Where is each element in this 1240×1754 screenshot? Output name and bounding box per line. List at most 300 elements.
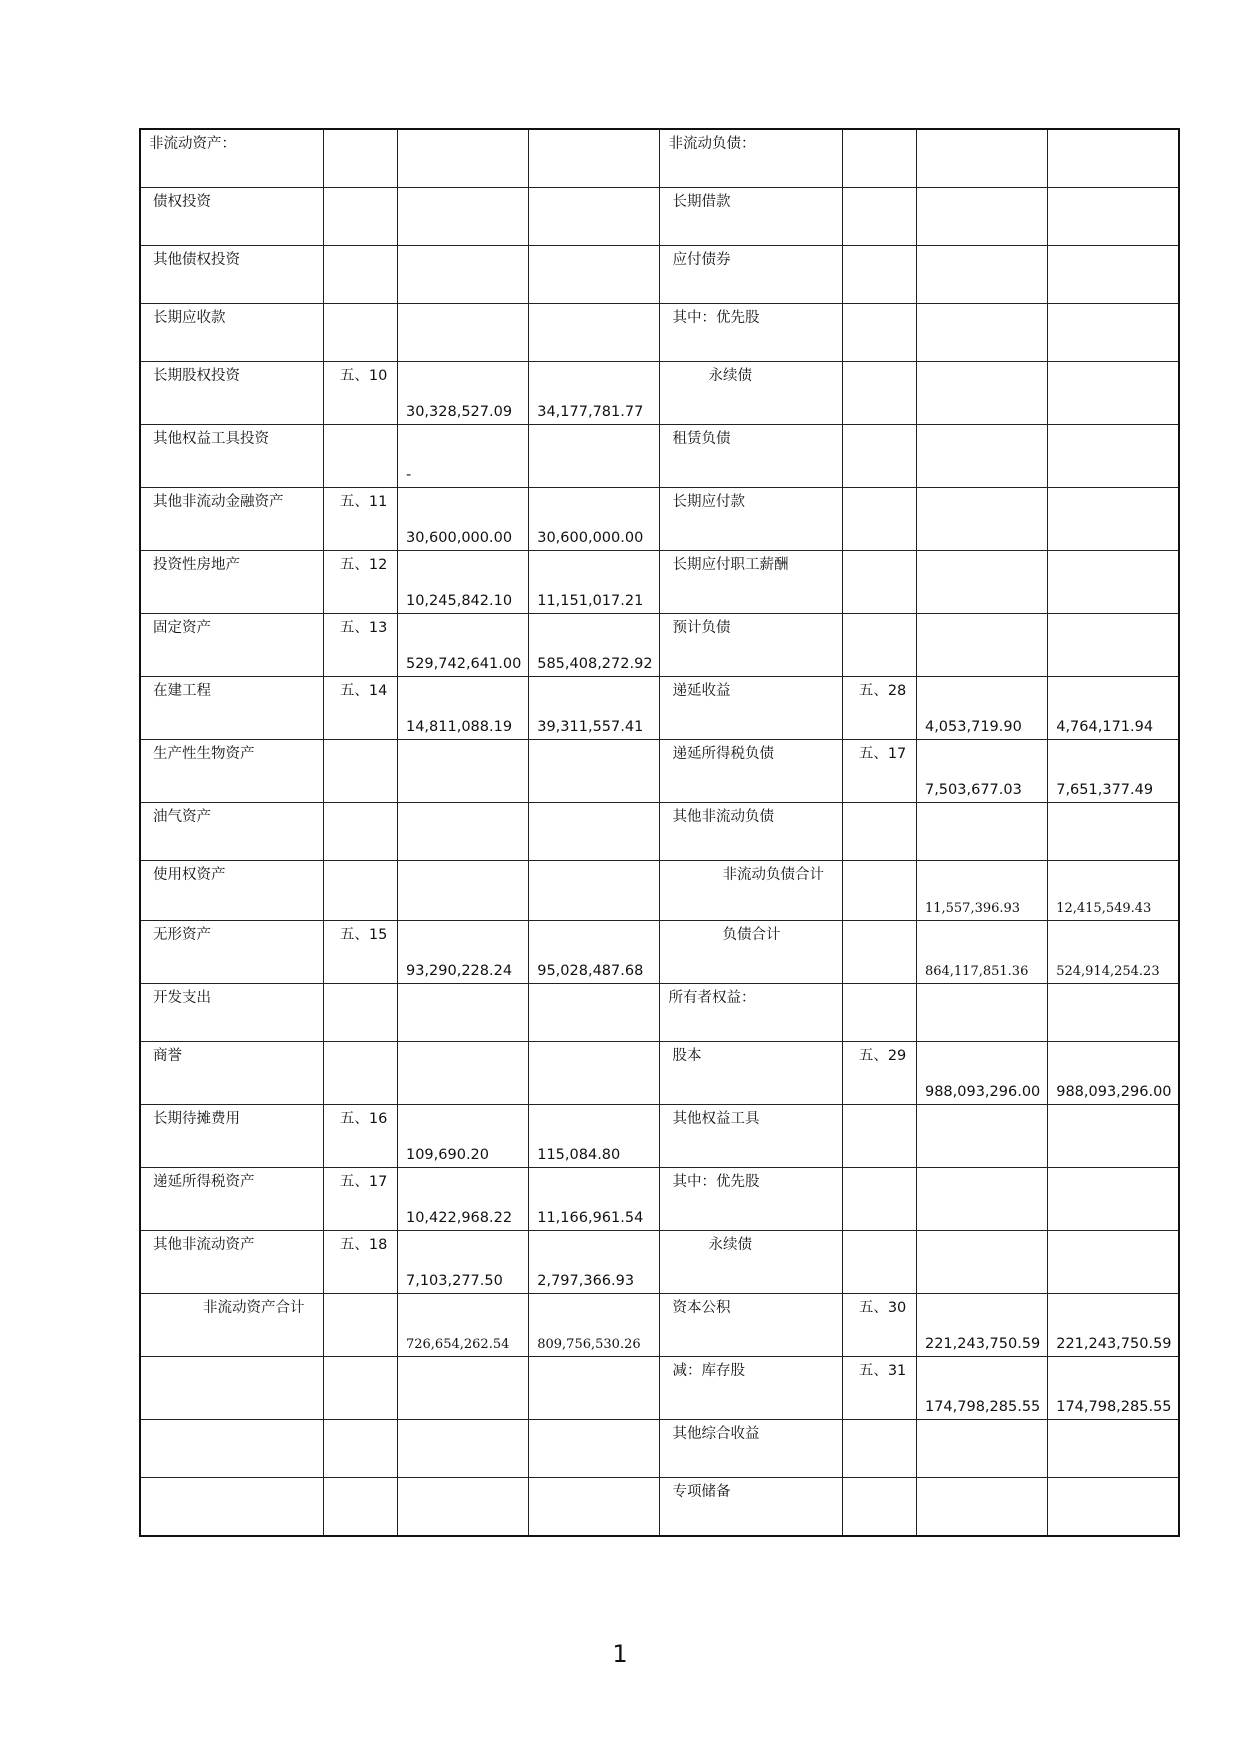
table-cell [140, 304, 323, 362]
asset-label: 递延所得税资产 [153, 1174, 255, 1190]
liability-current-value: 4,053,719.90 [924, 719, 1022, 735]
table-row [140, 1042, 1179, 1105]
table-cell [916, 614, 1047, 677]
table-cell [397, 246, 528, 304]
table-cell [660, 129, 842, 188]
asset-note [324, 304, 397, 309]
table-cell [660, 188, 842, 246]
table-row [140, 246, 1179, 304]
table-row [140, 803, 1179, 861]
table-cell [842, 425, 916, 488]
table-cell [916, 1168, 1047, 1231]
liability-note [843, 1105, 916, 1110]
table-cell [140, 1231, 323, 1294]
table-cell [842, 1105, 916, 1168]
liability-note [843, 304, 916, 309]
asset-current-value: 93,290,228.24 [405, 963, 513, 979]
table-cell [916, 677, 1047, 740]
table-row [140, 1357, 1179, 1420]
table-cell [660, 677, 842, 740]
table-cell [323, 1357, 397, 1420]
table-cell [842, 1294, 916, 1357]
table-cell [916, 304, 1047, 362]
table-cell [397, 425, 528, 488]
table-cell [842, 188, 916, 246]
table-row [140, 1294, 1179, 1357]
asset-label [141, 1420, 323, 1425]
table-cell [660, 1420, 842, 1478]
table-cell [529, 921, 660, 984]
liability-prior-value: 221,243,750.59 [1056, 1336, 1172, 1352]
table-cell [842, 803, 916, 861]
asset-label: 其他债权投资 [153, 252, 240, 268]
table-cell [140, 1420, 323, 1478]
asset-current-value: 10,245,842.10 [405, 593, 513, 609]
table-cell [842, 362, 916, 425]
asset-prior-value: 11,151,017.21 [537, 593, 644, 609]
table-cell [140, 614, 323, 677]
table-cell [660, 1105, 842, 1168]
table-cell [529, 1105, 660, 1168]
table-row [140, 1478, 1179, 1537]
table-cell [1048, 1105, 1179, 1168]
liability-note [843, 188, 916, 193]
table-cell [140, 551, 323, 614]
asset-note [324, 1294, 397, 1299]
asset-current-value: 726,654,262.54 [405, 1337, 510, 1352]
table-cell [140, 1168, 323, 1231]
asset-current-value: - [405, 467, 412, 483]
asset-note [324, 130, 397, 135]
table-cell [1048, 614, 1179, 677]
table-cell [140, 1478, 323, 1537]
asset-note [324, 1420, 397, 1425]
table-cell [1048, 740, 1179, 803]
table-cell [140, 861, 323, 921]
asset-note [324, 1357, 397, 1362]
table-row [140, 1105, 1179, 1168]
liability-label: 递延收益 [672, 683, 731, 699]
liability-label: 递延所得税负债 [672, 746, 774, 762]
balance-sheet-table [139, 128, 1180, 1537]
liability-prior-value: 988,093,296.00 [1056, 1084, 1172, 1100]
table-cell [323, 304, 397, 362]
liability-label: 永续债 [708, 368, 752, 384]
liability-prior-value: 7,651,377.49 [1056, 782, 1154, 798]
table-cell [1048, 984, 1179, 1042]
table-cell [323, 188, 397, 246]
asset-note [324, 803, 397, 808]
liability-prior-value: 12,415,549.43 [1056, 901, 1152, 916]
liability-note [843, 551, 916, 556]
balance-sheet [139, 128, 1180, 1537]
liability-label: 非流动负债： [668, 136, 756, 152]
asset-note: 五、15 [339, 927, 388, 943]
asset-prior-value: 115,084.80 [537, 1147, 621, 1163]
table-cell [397, 1168, 528, 1231]
table-cell [323, 1042, 397, 1105]
table-cell [842, 1168, 916, 1231]
table-cell [916, 551, 1047, 614]
table-cell [1048, 129, 1179, 188]
asset-note [324, 861, 397, 866]
liability-current-value: 174,798,285.55 [924, 1399, 1041, 1415]
table-row [140, 551, 1179, 614]
table-cell [842, 740, 916, 803]
table-cell [916, 188, 1047, 246]
table-cell [1048, 677, 1179, 740]
table-cell [660, 984, 842, 1042]
liability-prior-value: 4,764,171.94 [1056, 719, 1154, 735]
table-cell [323, 1478, 397, 1537]
table-cell [397, 1042, 528, 1105]
asset-label: 其他权益工具投资 [153, 431, 269, 447]
table-cell [323, 803, 397, 861]
table-cell [1048, 1231, 1179, 1294]
asset-note: 五、10 [339, 368, 388, 384]
liability-label: 长期借款 [672, 194, 731, 210]
table-cell [529, 1420, 660, 1478]
table-cell [529, 803, 660, 861]
table-cell [529, 551, 660, 614]
liability-label: 非流动负债合计 [722, 867, 824, 883]
asset-prior-value: 95,028,487.68 [537, 963, 644, 979]
asset-note [324, 984, 397, 989]
liability-current-value: 864,117,851.36 [924, 964, 1029, 979]
table-cell [916, 1420, 1047, 1478]
table-cell [323, 1105, 397, 1168]
liability-note [843, 1420, 916, 1425]
table-cell [660, 1168, 842, 1231]
table-cell [916, 1294, 1047, 1357]
table-row [140, 1168, 1179, 1231]
asset-current-value: 14,811,088.19 [405, 719, 513, 735]
table-cell [842, 304, 916, 362]
table-cell [529, 1294, 660, 1357]
asset-label [141, 1478, 323, 1483]
asset-label: 无形资产 [153, 927, 211, 943]
table-cell [916, 1105, 1047, 1168]
table-cell [842, 129, 916, 188]
table-cell [660, 488, 842, 551]
liability-note: 五、31 [858, 1363, 907, 1379]
liability-current-value: 221,243,750.59 [924, 1336, 1041, 1352]
table-cell [529, 488, 660, 551]
table-cell [397, 984, 528, 1042]
page-number: 1 [612, 1640, 628, 1668]
table-cell [660, 861, 842, 921]
table-cell [323, 861, 397, 921]
table-cell [397, 129, 528, 188]
liability-prior-value: 174,798,285.55 [1056, 1399, 1172, 1415]
table-cell [916, 362, 1047, 425]
asset-note: 五、11 [339, 494, 388, 510]
table-cell [1048, 1168, 1179, 1231]
table-cell [323, 425, 397, 488]
table-cell [140, 488, 323, 551]
table-cell [1048, 362, 1179, 425]
liability-note [843, 1478, 916, 1483]
liability-label: 长期应付职工薪酬 [672, 557, 789, 573]
table-cell [660, 740, 842, 803]
table-cell [397, 1357, 528, 1420]
asset-current-value: 30,328,527.09 [405, 404, 513, 420]
liability-label: 应付债券 [672, 252, 731, 268]
liability-note [843, 861, 916, 866]
table-row [140, 362, 1179, 425]
table-cell [323, 1420, 397, 1478]
table-cell [529, 1478, 660, 1537]
asset-note: 五、12 [339, 557, 388, 573]
asset-prior-value: 809,756,530.26 [537, 1337, 641, 1352]
liability-label: 股本 [672, 1048, 702, 1064]
table-cell [916, 1231, 1047, 1294]
table-cell [397, 551, 528, 614]
table-cell [916, 488, 1047, 551]
asset-label: 生产性生物资产 [153, 746, 255, 762]
table-row [140, 740, 1179, 803]
liability-note [843, 803, 916, 808]
table-cell [529, 740, 660, 803]
table-cell [323, 129, 397, 188]
asset-label: 商誉 [153, 1048, 182, 1064]
table-cell [660, 1357, 842, 1420]
liability-current-value: 988,093,296.00 [924, 1084, 1041, 1100]
table-cell [660, 614, 842, 677]
asset-note: 五、18 [339, 1237, 388, 1253]
table-cell [323, 362, 397, 425]
asset-label: 长期待摊费用 [153, 1111, 240, 1127]
table-cell [323, 488, 397, 551]
table-cell [1048, 488, 1179, 551]
liability-note: 五、29 [858, 1048, 907, 1064]
table-cell [140, 1357, 323, 1420]
table-cell [323, 984, 397, 1042]
liability-label: 其他综合收益 [672, 1426, 760, 1442]
table-cell [1048, 803, 1179, 861]
table-cell [660, 1294, 842, 1357]
table-cell [397, 921, 528, 984]
asset-current-value: 10,422,968.22 [405, 1210, 513, 1226]
table-cell [529, 425, 660, 488]
table-cell [916, 921, 1047, 984]
table-cell [397, 740, 528, 803]
table-cell [842, 246, 916, 304]
asset-label: 投资性房地产 [153, 557, 240, 573]
table-cell [1048, 1420, 1179, 1478]
table-cell [660, 1478, 842, 1537]
table-cell [660, 246, 842, 304]
asset-current-value: 7,103,277.50 [405, 1273, 503, 1289]
liability-note [843, 614, 916, 619]
liability-note [843, 1231, 916, 1236]
table-cell [842, 677, 916, 740]
asset-note: 五、13 [339, 620, 388, 636]
table-cell [842, 1357, 916, 1420]
table-cell [842, 984, 916, 1042]
asset-label: 长期股权投资 [153, 368, 240, 384]
table-cell [916, 740, 1047, 803]
liability-label: 其他非流动负债 [672, 809, 774, 825]
table-cell [1048, 1294, 1179, 1357]
table-cell [397, 677, 528, 740]
table-cell [397, 304, 528, 362]
table-cell [529, 246, 660, 304]
liability-label: 负债合计 [722, 927, 781, 943]
table-cell [140, 129, 323, 188]
asset-prior-value: 39,311,557.41 [537, 719, 644, 735]
liability-label: 其中：优先股 [672, 1174, 760, 1190]
asset-note: 五、16 [339, 1111, 388, 1127]
table-cell [397, 362, 528, 425]
asset-label: 开发支出 [153, 990, 211, 1006]
table-cell [140, 921, 323, 984]
table-cell [140, 1105, 323, 1168]
liability-label: 专项储备 [672, 1484, 731, 1500]
table-row [140, 984, 1179, 1042]
asset-note [324, 246, 397, 251]
table-cell [916, 861, 1047, 921]
table-cell [660, 921, 842, 984]
asset-prior-value: 2,797,366.93 [537, 1273, 635, 1289]
table-cell [140, 362, 323, 425]
table-cell [842, 1042, 916, 1105]
table-cell [916, 984, 1047, 1042]
asset-label: 其他非流动金融资产 [153, 494, 284, 510]
table-cell [323, 551, 397, 614]
table-cell [529, 304, 660, 362]
table-cell [1048, 188, 1179, 246]
table-cell [140, 425, 323, 488]
asset-note [324, 188, 397, 193]
table-cell [397, 488, 528, 551]
table-cell [1048, 304, 1179, 362]
table-row [140, 677, 1179, 740]
table-cell [842, 1420, 916, 1478]
asset-label: 使用权资产 [153, 867, 226, 883]
table-cell [323, 921, 397, 984]
table-cell [1048, 1042, 1179, 1105]
table-cell [1048, 861, 1179, 921]
liability-note [843, 488, 916, 493]
table-cell [660, 425, 842, 488]
table-cell [660, 362, 842, 425]
asset-label: 油气资产 [153, 809, 211, 825]
table-row [140, 304, 1179, 362]
table-cell [1048, 1478, 1179, 1537]
table-row [140, 861, 1179, 921]
liability-prior-value: 524,914,254.23 [1056, 964, 1160, 979]
liability-label: 所有者权益： [668, 990, 756, 1006]
table-cell [323, 1231, 397, 1294]
table-cell [1048, 551, 1179, 614]
table-row [140, 425, 1179, 488]
table-cell [842, 614, 916, 677]
table-row [140, 921, 1179, 984]
asset-prior-value: 34,177,781.77 [537, 404, 644, 420]
liability-note: 五、30 [858, 1300, 907, 1316]
liability-note [843, 1168, 916, 1173]
table-cell [397, 614, 528, 677]
asset-note [324, 1478, 397, 1483]
table-cell [529, 984, 660, 1042]
table-cell [323, 614, 397, 677]
table-cell [529, 188, 660, 246]
table-cell [916, 1042, 1047, 1105]
table-cell [323, 740, 397, 803]
table-cell [1048, 1357, 1179, 1420]
table-cell [1048, 921, 1179, 984]
table-cell [397, 1478, 528, 1537]
table-cell [660, 1231, 842, 1294]
table-cell [140, 188, 323, 246]
table-cell [529, 1231, 660, 1294]
table-row [140, 1420, 1179, 1478]
table-cell [323, 1168, 397, 1231]
liability-label: 永续债 [708, 1237, 752, 1253]
asset-note [324, 740, 397, 745]
table-cell [140, 984, 323, 1042]
table-cell [660, 551, 842, 614]
table-row [140, 614, 1179, 677]
asset-prior-value: 585,408,272.92 [537, 656, 653, 672]
asset-label: 在建工程 [153, 683, 211, 699]
table-cell [397, 1105, 528, 1168]
liability-label: 其中：优先股 [672, 310, 760, 326]
table-cell [660, 304, 842, 362]
table-cell [660, 1042, 842, 1105]
table-cell [140, 1294, 323, 1357]
table-cell [916, 1357, 1047, 1420]
liability-note: 五、28 [858, 683, 907, 699]
table-cell [916, 129, 1047, 188]
table-cell [397, 1294, 528, 1357]
asset-current-value: 529,742,641.00 [405, 656, 522, 672]
table-cell [529, 1357, 660, 1420]
table-cell [397, 803, 528, 861]
liability-label: 其他权益工具 [672, 1111, 760, 1127]
table-cell [323, 677, 397, 740]
table-cell [140, 677, 323, 740]
table-row [140, 488, 1179, 551]
table-cell [140, 246, 323, 304]
table-cell [916, 803, 1047, 861]
liability-note [843, 362, 916, 367]
table-cell [1048, 246, 1179, 304]
asset-note [324, 1042, 397, 1047]
table-cell [397, 1231, 528, 1294]
table-cell [529, 129, 660, 188]
asset-label: 固定资产 [153, 620, 211, 636]
table-cell [140, 1042, 323, 1105]
asset-note: 五、14 [339, 683, 388, 699]
liability-label: 资本公积 [672, 1300, 731, 1316]
table-cell [916, 246, 1047, 304]
asset-note [324, 425, 397, 430]
table-cell [529, 362, 660, 425]
asset-prior-value: 11,166,961.54 [537, 1210, 644, 1226]
table-cell [842, 1231, 916, 1294]
table-row [140, 188, 1179, 246]
table-cell [397, 1420, 528, 1478]
liability-label: 长期应付款 [672, 494, 745, 510]
liability-label: 减：库存股 [672, 1363, 745, 1379]
table-row [140, 1231, 1179, 1294]
asset-note: 五、17 [339, 1174, 388, 1190]
table-cell [842, 488, 916, 551]
liability-note [843, 921, 916, 926]
table-cell [397, 188, 528, 246]
